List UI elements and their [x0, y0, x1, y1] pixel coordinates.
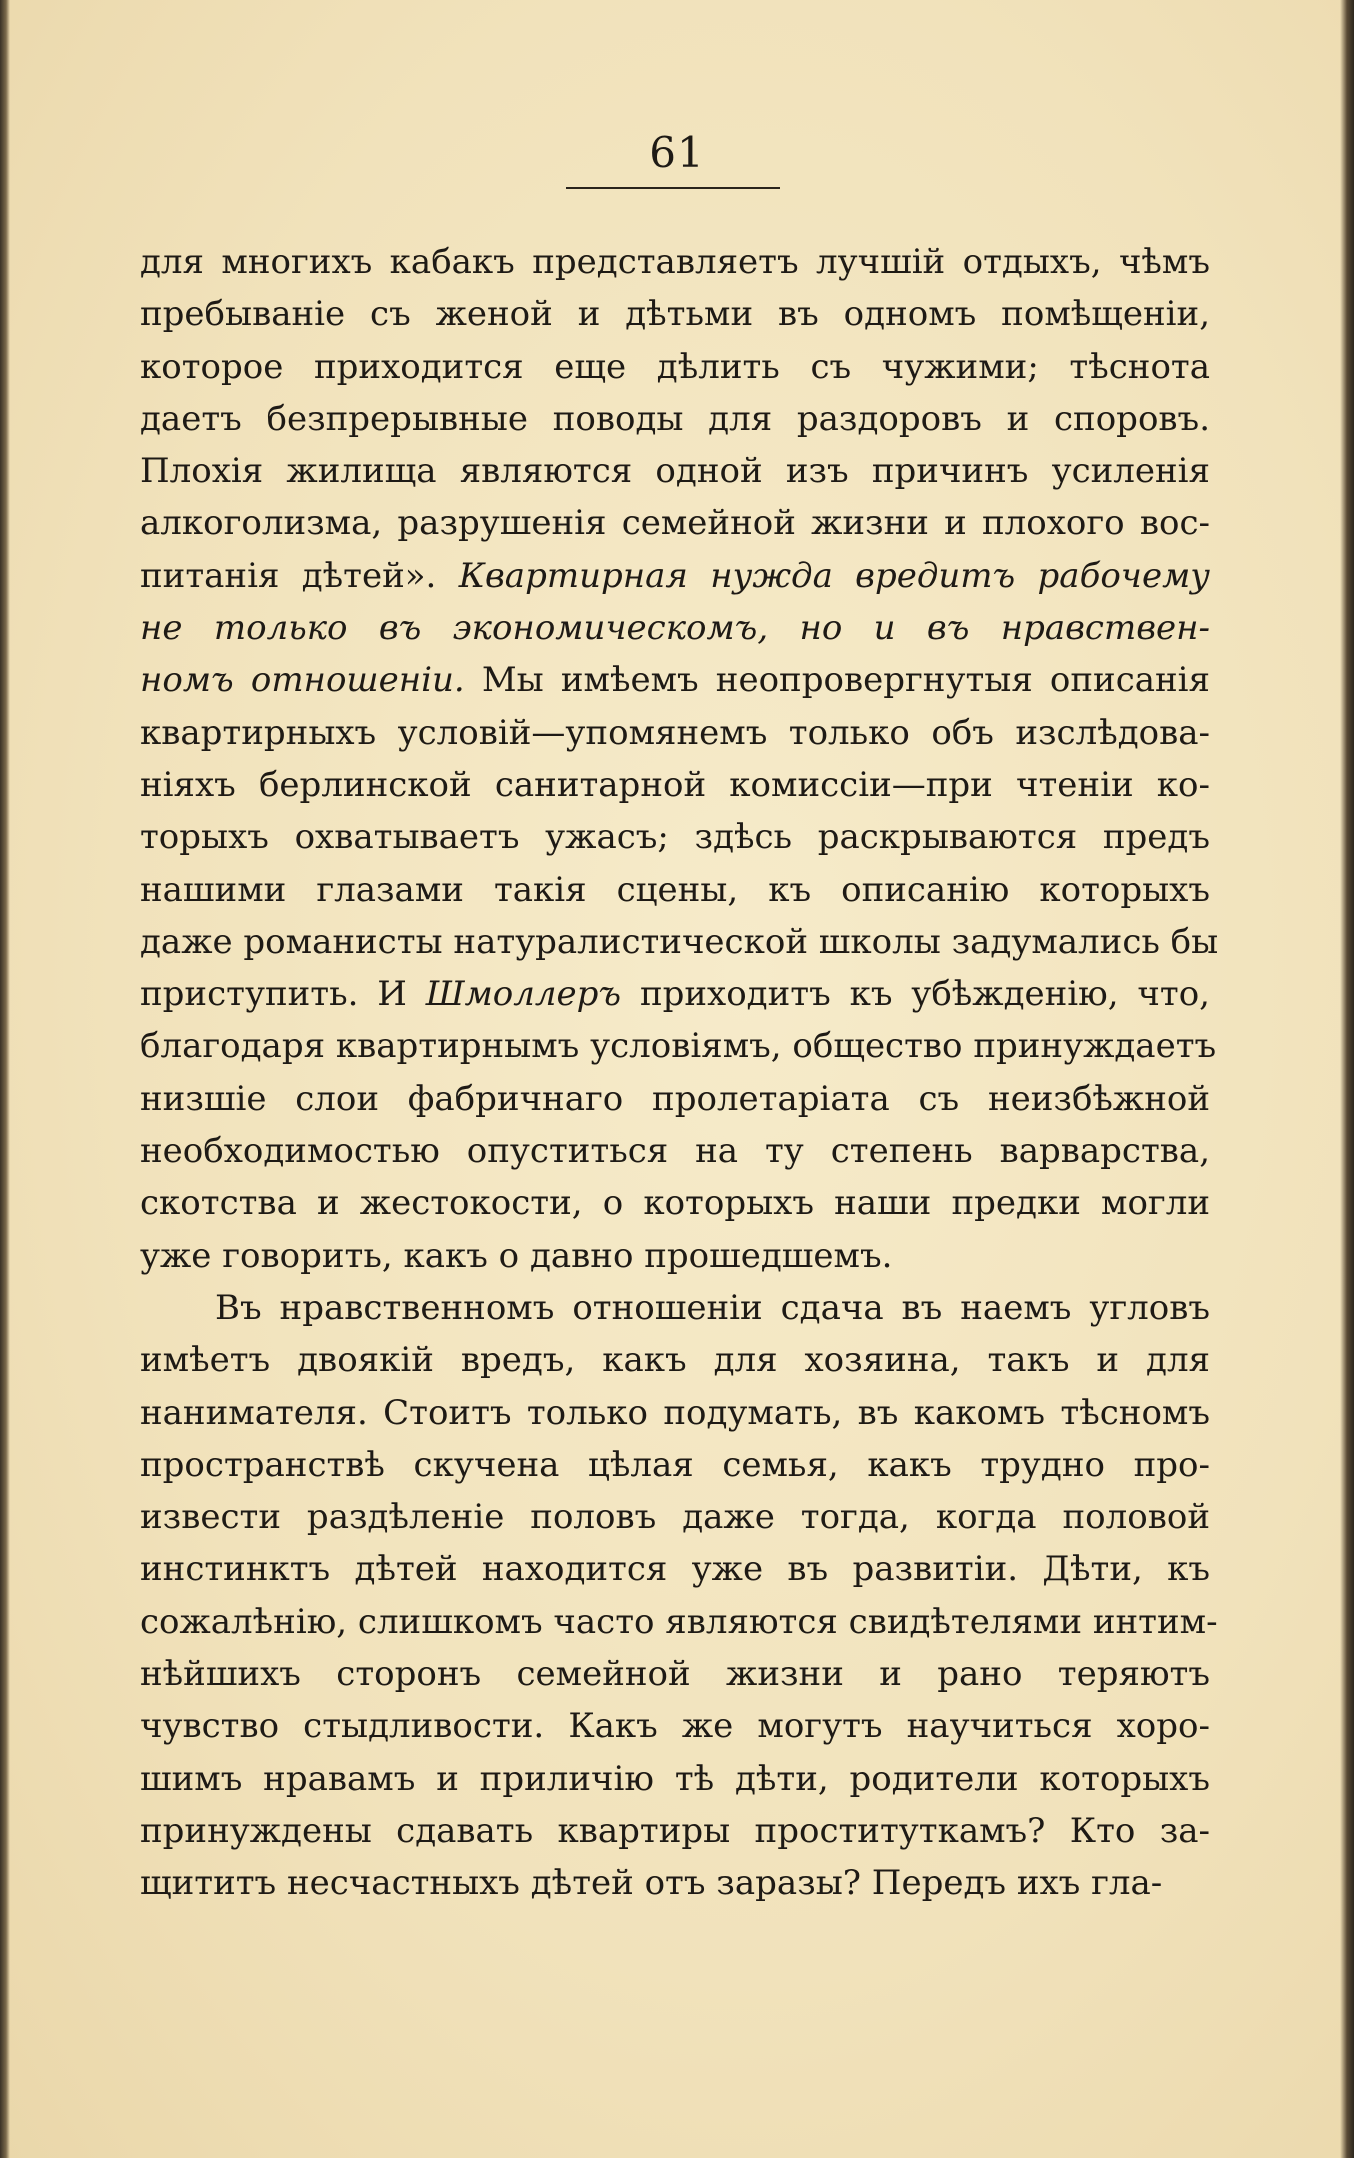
text-segment: приходитъ къ убѣжденію, что,	[621, 974, 1210, 1015]
text-line	[140, 1334, 1210, 1386]
text-line	[140, 864, 1210, 916]
text-segment: нѣйшихъ сторонъ семейной жизни и рано теряютъ	[140, 1654, 1210, 1695]
text-segment: Въ нравственномъ отношеніи сдача въ наемъ угловъ	[215, 1287, 1210, 1328]
text-line	[140, 1282, 1210, 1334]
page-number: 61	[649, 128, 705, 177]
text-segment: даже романисты натуралистической школы задумались бы	[140, 921, 1219, 962]
text-segment: для многихъ кабакъ представляетъ лучшій отдыхъ, чѣмъ	[140, 242, 1210, 282]
text-line	[140, 1177, 1210, 1229]
text-segment: пространствѣ скучена цѣлая семья, какъ трудно про-	[140, 1444, 1210, 1485]
text-line	[140, 341, 1210, 393]
text-line	[140, 1491, 1210, 1543]
text-line	[140, 916, 1219, 968]
text-segment: приступить. И	[140, 974, 426, 1015]
text-line	[140, 550, 1210, 602]
text-line	[140, 1020, 1217, 1072]
text-segment: нашими глазами такія сцены, къ описанію которыхъ	[140, 869, 1210, 910]
text-line	[140, 1753, 1210, 1805]
text-line	[140, 602, 1210, 654]
text-segment: пребываніе съ женой и дѣтьми въ одномъ помѣщеніи,	[140, 294, 1210, 335]
text-line	[140, 393, 1210, 445]
text-line	[140, 1700, 1210, 1752]
text-line	[140, 811, 1210, 863]
text-segment: благодаря квартирнымъ условіямъ, общество принуждаетъ	[140, 1026, 1217, 1067]
text-line	[140, 707, 1210, 759]
text-segment: Плохія жилища являются одной изъ причинъ усиленія	[140, 451, 1210, 492]
page-right-edge	[1340, 0, 1354, 2158]
paragraph	[140, 1282, 1218, 1910]
text-segment: имѣетъ двоякій вредъ, какъ для хозяина, такъ и для	[140, 1340, 1210, 1381]
text-segment: Мы имѣемъ неопровергнутыя описанія	[464, 660, 1210, 701]
text-segment: которое приходится еще дѣлить съ чужими; тѣснота	[140, 346, 1210, 387]
italic-text: не только въ экономическомъ, но и въ нравствен-	[140, 608, 1210, 649]
text-line	[140, 497, 1210, 549]
body-text	[140, 236, 1219, 1910]
text-segment: инстинктъ дѣтей находится уже въ развитіи. Дѣти, къ	[140, 1549, 1210, 1590]
italic-text: Шмоллеръ	[425, 974, 622, 1015]
text-line	[140, 1857, 1210, 1909]
text-line	[140, 1125, 1210, 1177]
page-number-rule	[566, 187, 780, 189]
text-segment: шимъ нравамъ и приличію тѣ дѣти, родители которыхъ	[140, 1758, 1210, 1799]
text-segment: квартирныхъ условій—упомянемъ только объ изслѣдова-	[140, 712, 1210, 753]
text-segment: чувство стыдливости. Какъ же могутъ научиться хоро-	[140, 1706, 1210, 1747]
text-segment: уже говорить, какъ о давно прошедшемъ.	[140, 1235, 893, 1276]
text-line	[140, 759, 1210, 811]
text-line	[140, 1230, 1210, 1282]
text-line	[140, 288, 1210, 340]
text-line	[140, 1648, 1210, 1700]
text-segment: питанія дѣтей».	[140, 555, 459, 596]
text-segment: ніяхъ берлинской санитарной комиссіи—при чтеніи ко-	[140, 764, 1210, 805]
text-line	[140, 1543, 1210, 1595]
text-segment: нанимателя. Стоитъ только подумать, въ какомъ тѣсномъ	[140, 1392, 1210, 1433]
text-line	[140, 1387, 1210, 1439]
text-line	[140, 1805, 1210, 1857]
text-segment: принуждены сдавать квартиры проституткамъ? Кто за-	[140, 1810, 1210, 1851]
text-segment: щититъ несчастныхъ дѣтей отъ заразы? Передъ ихъ гла-	[140, 1863, 1163, 1904]
text-segment: извести раздѣленіе половъ даже тогда, когда половой	[140, 1497, 1210, 1538]
page-left-edge	[0, 0, 10, 2158]
text-segment: необходимостью опуститься на ту степень варварства,	[140, 1131, 1210, 1172]
text-line	[140, 445, 1210, 497]
text-line	[140, 654, 1210, 706]
text-segment: даетъ безпрерывные поводы для раздоровъ и споровъ.	[140, 398, 1210, 439]
text-segment: сожалѣнію, слишкомъ часто являются свидѣтелями интим-	[140, 1601, 1218, 1642]
text-segment: низшіе слои фабричнаго пролетаріата съ неизбѣжной	[140, 1078, 1210, 1119]
text-line	[140, 1073, 1210, 1125]
text-segment: скотства и жестокости, о которыхъ наши предки могли	[140, 1183, 1210, 1224]
text-line	[140, 1596, 1218, 1648]
italic-text: номъ отношеніи.	[140, 660, 465, 701]
text-line	[140, 968, 1210, 1020]
paragraph	[140, 236, 1219, 1282]
text-line	[140, 1439, 1210, 1491]
italic-text: Квартирная нужда вредитъ рабочему	[458, 555, 1210, 596]
text-segment: алкоголизма, разрушенія семейной жизни и плохого вос-	[140, 503, 1210, 544]
text-line	[140, 236, 1210, 288]
text-segment: торыхъ охватываетъ ужасъ; здѣсь раскрываются предъ	[140, 817, 1210, 858]
